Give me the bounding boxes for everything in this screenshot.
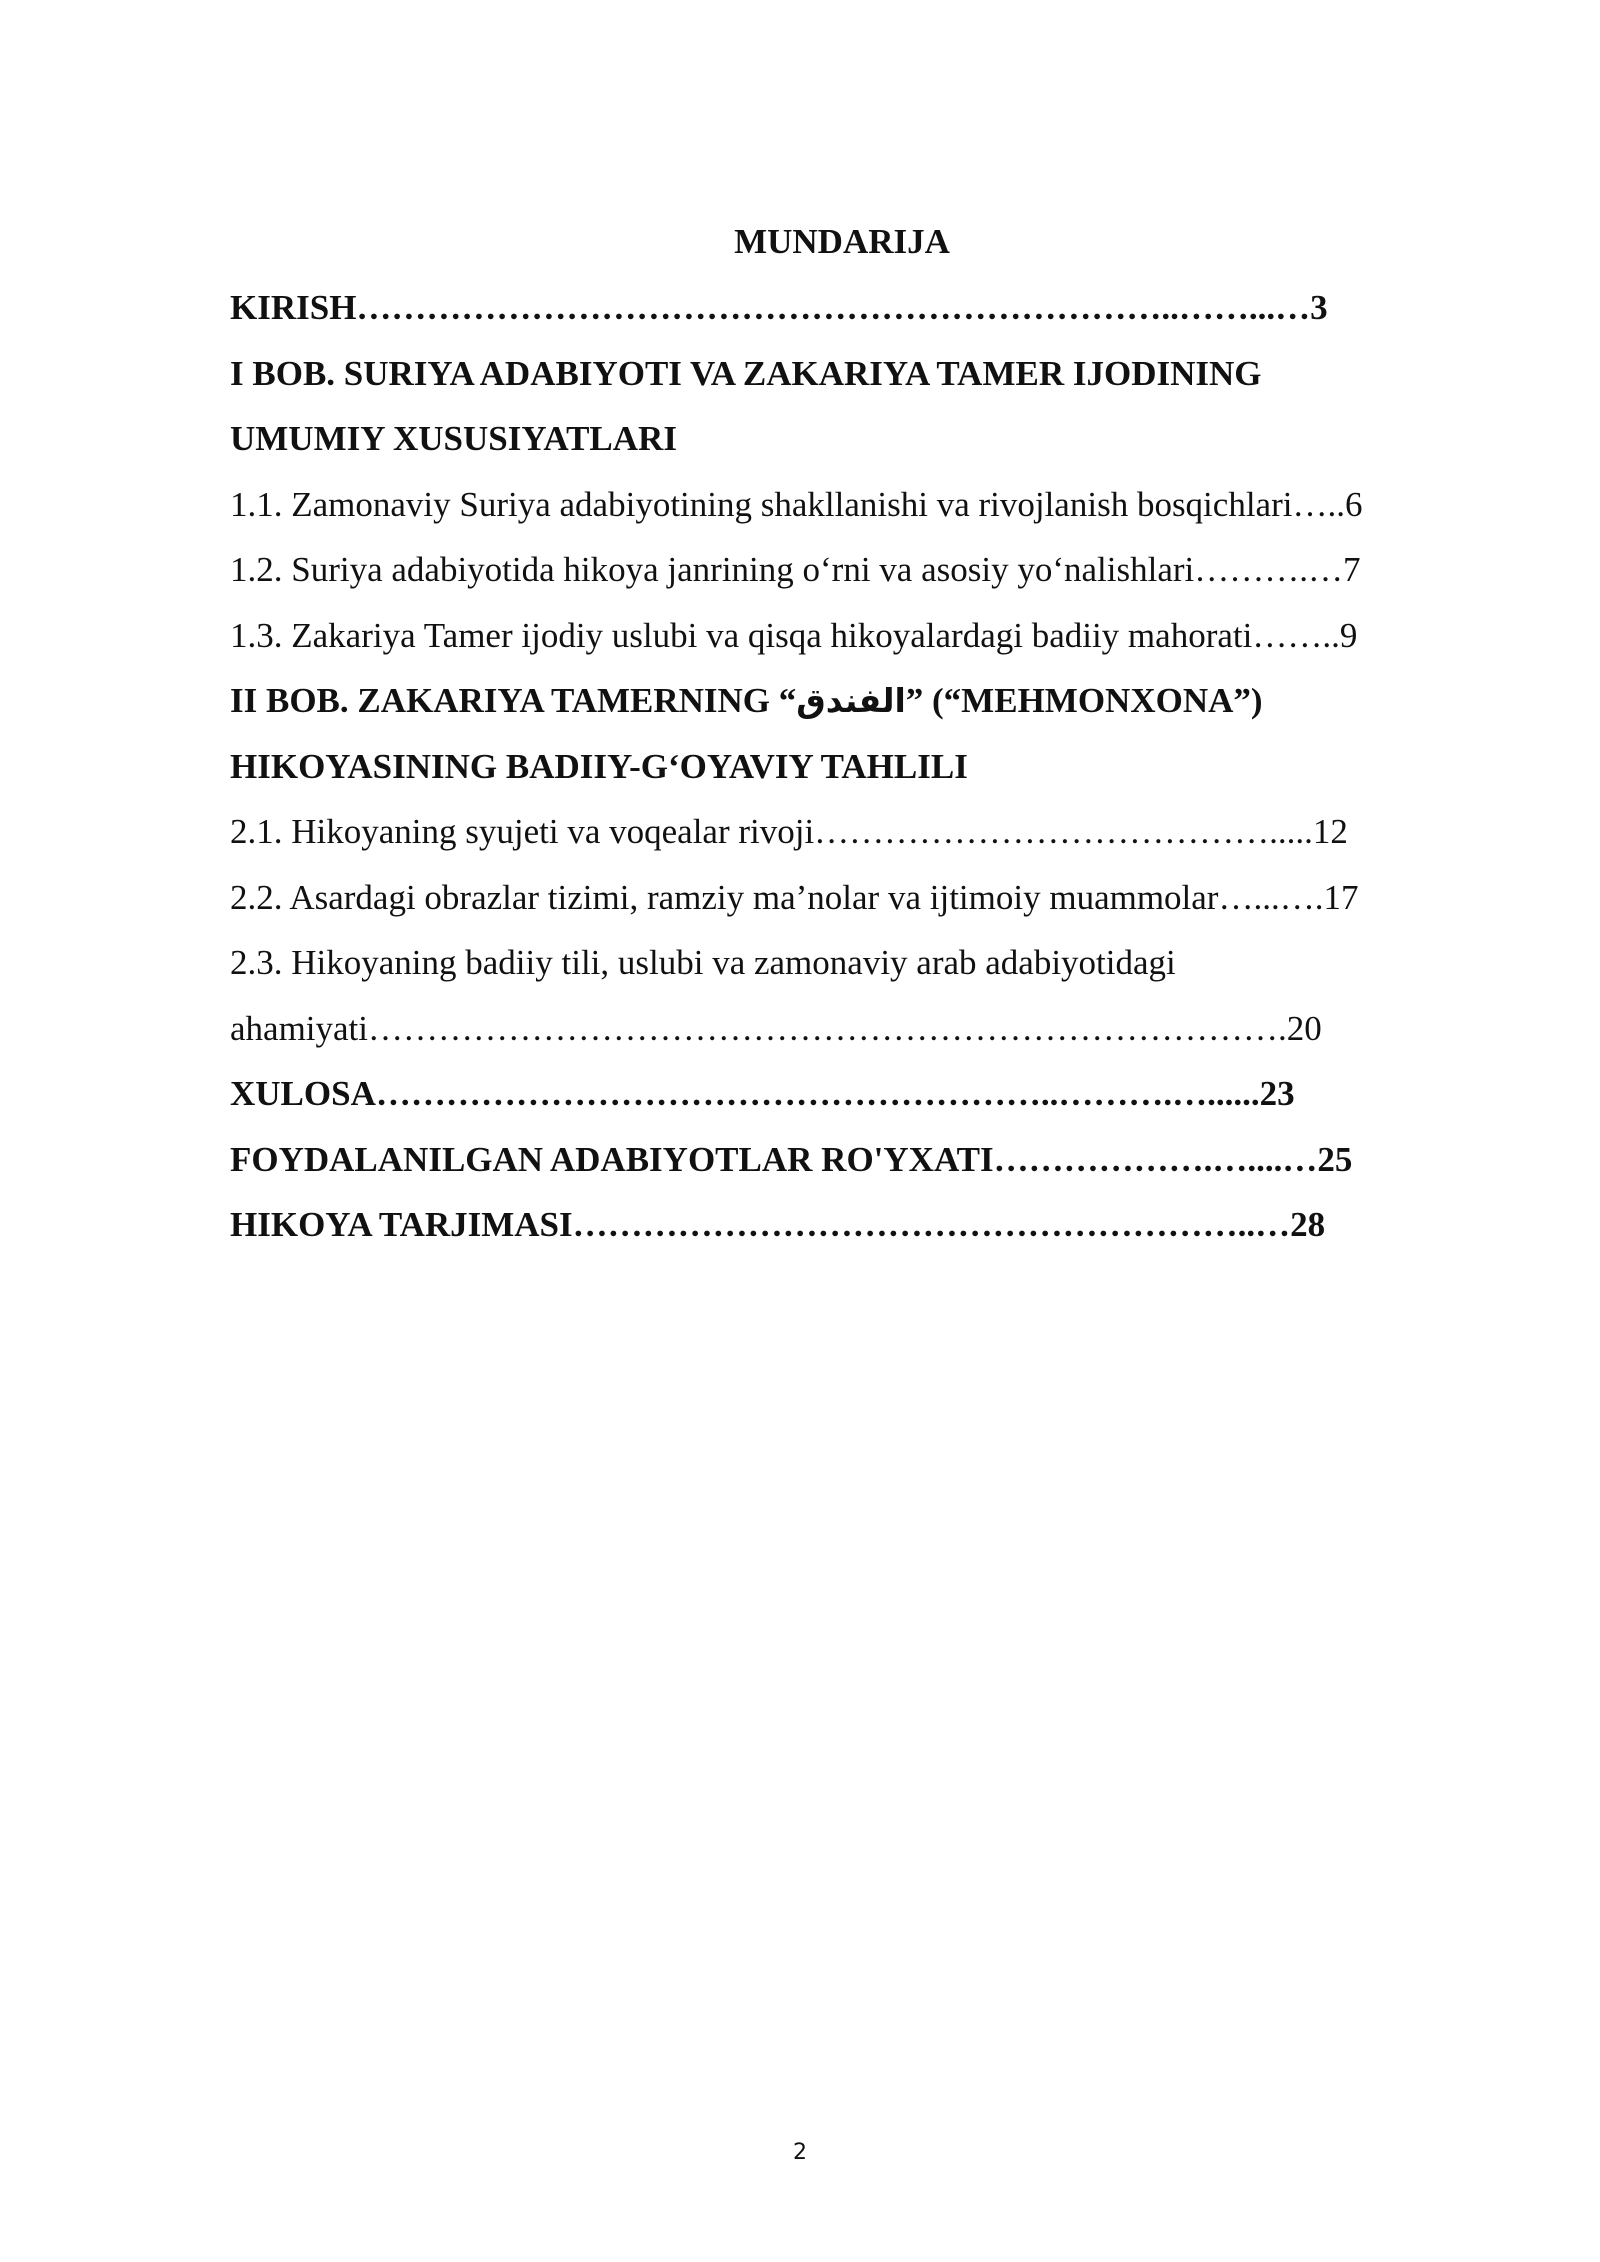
toc-entry-xulosa: XULOSA…………………………………………………..……….…......23 xyxy=(230,1074,1295,1113)
toc-chapter-1-heading-line-1: I BOB. SURIYA ADABIYOTI VA ZAKARIYA TAMER IJODINING xyxy=(230,353,1262,393)
toc-chapter-2-heading-line-1 xyxy=(230,668,1450,734)
chapter-2-heading-prefix: II BOB. ZAKARIYA TAMERNING “ xyxy=(230,681,797,720)
toc-entry-1-1: 1.1. Zamonaviy Suriya adabiyotining shakllanishi va rivojlanish bosqichlari…..6 xyxy=(230,484,1363,524)
toc-entry-2-3-line-1: 2.3. Hikoyaning badiiy tili, uslubi va zamonaviy arab adabiyotidagi xyxy=(230,943,1176,982)
toc-entry-1-3: 1.3. Zakariya Tamer ijodiy uslubi va qisqa hikoyalardagi badiiy mahorati……..9 xyxy=(230,615,1358,655)
table-of-contents xyxy=(230,275,1450,1258)
toc-title: MUNDARIJA xyxy=(734,222,950,261)
toc-entry-kirish: KIRISH……………………………………………………………..……...…3 xyxy=(230,288,1328,327)
toc-entry-2-1: 2.1. Hikoyaning syujeti va voqealar rivoji………………………………….....12 xyxy=(230,812,1348,851)
toc-entry-2-3-line-2: ahamiyati…………………………………………………………………….20 xyxy=(230,1008,1322,1048)
toc-entry-references: FOYDALANILGAN ADABIYOTLAR RO'YXATI……………….…....…25 xyxy=(230,1139,1353,1179)
toc-entry-2-2: 2.2. Asardagi obrazlar tizimi, ramziy ma’nolar va ijtimoiy muammolar…...….17 xyxy=(230,877,1359,917)
toc-chapter-1-heading-line-2: UMUMIY XUSUSIYATLARI xyxy=(230,419,677,458)
chapter-2-heading-arabic-title: الفندق xyxy=(796,681,906,720)
toc-entry-1-2: 1.2. Suriya adabiyotida hikoya janrining o‘rni va asosiy yo‘nalishlari……….…7 xyxy=(230,550,1361,589)
page-number: 2 xyxy=(793,2140,807,2165)
toc-entry-translation: HIKOYA TARJIMASI…………………………………………………..…28 xyxy=(230,1205,1326,1244)
chapter-2-heading-suffix: ” (“MEHMONXONA”) xyxy=(905,681,1263,720)
toc-chapter-2-heading-line-2: HIKOYASINING BADIIY-G‘OYAVIY TAHLILI xyxy=(230,746,968,786)
